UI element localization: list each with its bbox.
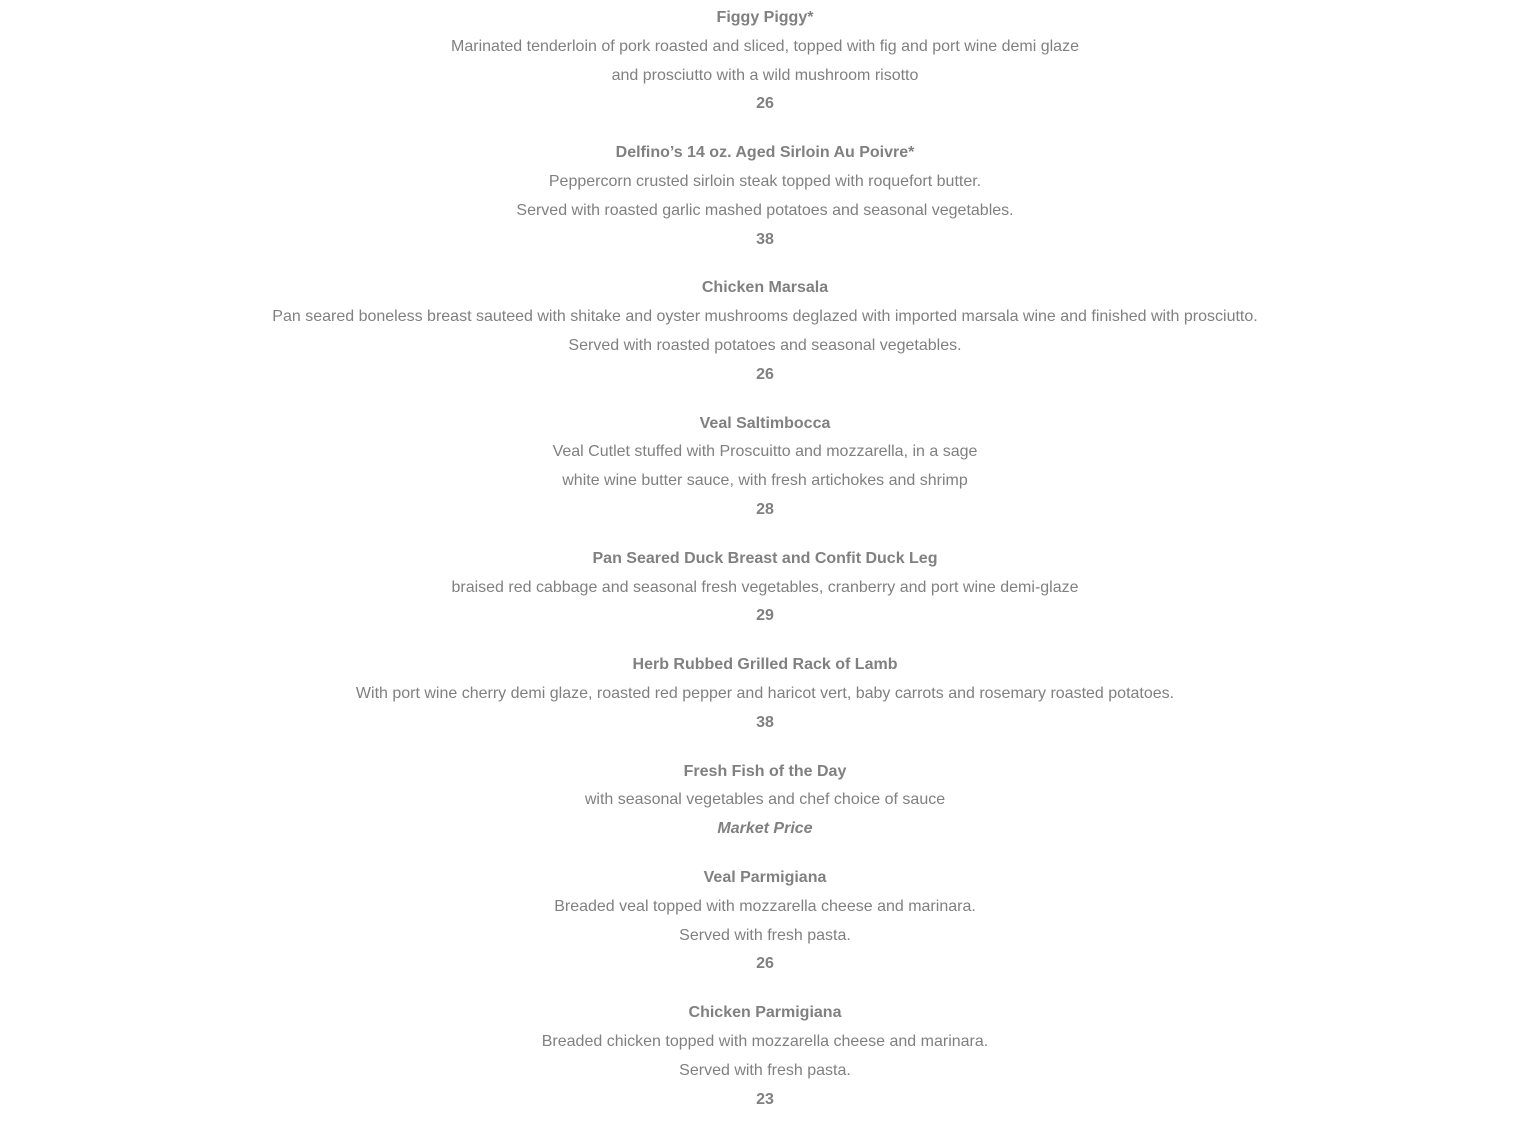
menu-item-veal-parmigiana xyxy=(0,864,1530,979)
menu-item-price: 28 xyxy=(756,500,774,518)
menu-item-description: Pan seared boneless breast sauteed with shitake and oyster mushrooms deglazed with imported marsala wine and finished with prosciutto. xyxy=(272,308,1258,326)
menu-item-price: 26 xyxy=(756,365,774,383)
menu-item-price: 23 xyxy=(756,1090,774,1108)
menu-item-price: 38 xyxy=(756,713,774,731)
menu-item-name: Fresh Fish of the Day xyxy=(683,762,847,780)
menu-item-name: Herb Rubbed Grilled Rack of Lamb xyxy=(632,656,898,674)
menu-item-description: white wine butter sauce, with fresh artichokes and shrimp xyxy=(562,472,968,490)
menu-item-description: Breaded veal topped with mozzarella cheese and marinara. xyxy=(554,897,976,915)
menu-item-description: and prosciutto with a wild mushroom risotto xyxy=(611,66,919,84)
menu-item-description: Peppercorn crusted sirloin steak topped with roquefort butter. xyxy=(548,172,982,190)
menu-item-price: 38 xyxy=(756,230,774,248)
menu-item-rack-of-lamb xyxy=(0,651,1530,737)
menu-item-description: braised red cabbage and seasonal fresh vegetables, cranberry and port wine demi-glaze xyxy=(451,578,1079,596)
menu-item-fresh-fish xyxy=(0,758,1530,844)
menu-item-veal-saltimbocca xyxy=(0,410,1530,525)
menu-item-chicken-parmigiana xyxy=(0,999,1530,1114)
menu-item-name: Delfino’s 14 oz. Aged Sirloin Au Poivre* xyxy=(615,144,915,162)
menu-item-price: Market Price xyxy=(717,820,813,838)
menu-item-name: Chicken Parmigiana xyxy=(688,1004,842,1022)
menu-item-description: With port wine cherry demi glaze, roasted red pepper and haricot vert, baby carrots and rosemary roasted potatoes. xyxy=(355,684,1175,702)
menu-item-sirloin-au-poivre xyxy=(0,139,1530,254)
menu-item-description: Served with roasted potatoes and seasonal vegetables. xyxy=(568,336,962,354)
menu-item-name: Figgy Piggy* xyxy=(716,9,814,26)
menu-item-description: Served with roasted garlic mashed potatoes and seasonal vegetables. xyxy=(516,201,1014,219)
menu-item-name: Chicken Marsala xyxy=(701,279,829,297)
menu-item-name: Veal Parmigiana xyxy=(703,868,827,886)
menu-item-duck-breast xyxy=(0,545,1530,631)
menu-item-description: Veal Cutlet stuffed with Proscuitto and mozzarella, in a sage xyxy=(552,443,978,461)
menu-item-description: Served with fresh pasta. xyxy=(679,926,851,944)
menu-item-price: 29 xyxy=(756,607,774,625)
menu-item-figgy-piggy xyxy=(0,4,1530,119)
menu-item-price: 26 xyxy=(756,955,774,973)
menu-item-name: Veal Saltimbocca xyxy=(699,414,831,432)
menu-item-description: with seasonal vegetables and chef choice of sauce xyxy=(584,791,946,809)
menu-item-description: Marinated tenderloin of pork roasted and sliced, topped with fig and port wine demi glaze xyxy=(451,37,1079,55)
menu-item-description: Served with fresh pasta. xyxy=(679,1061,851,1079)
menu-item-name: Pan Seared Duck Breast and Confit Duck Leg xyxy=(592,549,938,567)
menu-item-chicken-marsala xyxy=(0,274,1530,389)
menu-item-price: 26 xyxy=(756,95,774,113)
menu-item-description: Breaded chicken topped with mozzarella cheese and marinara. xyxy=(541,1032,989,1050)
